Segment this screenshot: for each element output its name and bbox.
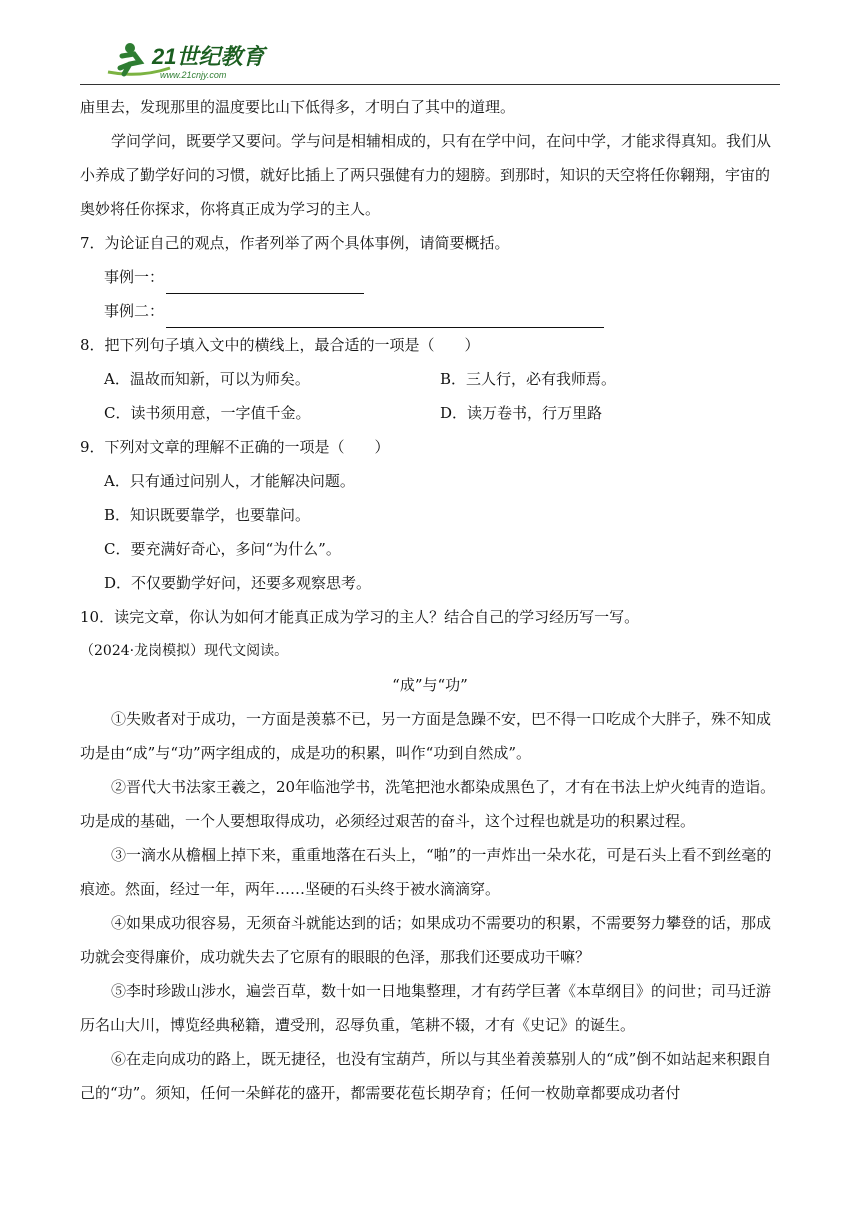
passage-paragraph: 学问学问，既要学又要问。学与问是相辅相成的，只有在学中问，在问中学，才能求得真知。我们从小养成了勤学好问的习惯，就好比插上了两只强健有力的翅膀。到那时，知识的天空将任你翱翔，宇宙的奥妙将任你探求，你将真正成为学习的主人。: [80, 132, 772, 218]
logo-text: 21世纪教育: [152, 44, 265, 69]
article-paragraph-3: ③一滴水从檐椢上掉下来，重重地落在石头上，“啪”的一声炸出一朵水花，可是石头上看不到丝毫的痕迹。然面，经过一年，两年……坚硬的石头终于被水滴滴穿。: [80, 846, 772, 898]
option-d[interactable]: D．不仅要勤学好问，还要多观察思考。: [104, 574, 372, 592]
option-a[interactable]: A．只有通过问别人，才能解决问题。: [104, 472, 355, 490]
section-source: （2024·龙岗模拟）现代文阅读。: [80, 643, 289, 659]
question-9-stem: 9．下列对文章的理解不正确的一项是（ ）: [80, 438, 390, 456]
answer-label-1: 事例一：: [104, 268, 165, 286]
option-a[interactable]: A．温故而知新，可以为师矣。: [104, 370, 310, 388]
passage-paragraph: 庙里去，发现那里的温度要比山下低得多，才明白了其中的道理。: [80, 98, 516, 116]
question-8-stem: 8．把下列句子填入文中的横线上，最合适的一项是（ ）: [80, 336, 480, 354]
article-title: “成”与“功”: [392, 676, 468, 694]
article-paragraph-2: ②晋代大书法家王羲之，20年临池学书，洗笔把池水都染成黑色了，才有在书法上炉火纯青的造诣。功是成的基础，一个人要想取得成功，必须经过艰苦的奋斗，这个过程也就是功的积累过程。: [80, 778, 776, 830]
option-d[interactable]: D．读万卷书，行万里路: [440, 404, 603, 422]
article-paragraph-4: ④如果成功很容易，无须奋斗就能达到的话；如果成功不需要功的积累，不需要努力攀登的话，那成功就会变得廉价，成功就失去了它原有的眼眼的色泽，那我们还要成功干嘛？: [80, 914, 772, 966]
article-paragraph-6: ⑥在走向成功的路上，既无捷径，也没有宝葫芦，所以与其坐着羡慕别人的“成”倒不如站起来积跟自己的“功”。须知，任何一朵鲜花的盛开，都需要花苞长期孕育；任何一枚勋章都要成功者付: [80, 1050, 772, 1102]
article-paragraph-1: ①失败者对于成功，一方面是羡慕不已，另一方面是急躁不安，巴不得一口吃成个大胖子，殊不知成功是由“成”与“功”两字组成的，成是功的积累，叫作“功到自然成”。: [80, 710, 772, 762]
document-body: [80, 90, 780, 1110]
question-8-options-row: [80, 396, 780, 430]
answer-blank-2[interactable]: [166, 305, 604, 328]
logo-graphic: [100, 38, 280, 86]
answer-blank-1[interactable]: [166, 271, 364, 294]
option-b[interactable]: B．知识既要靠学，也要靠问。: [104, 506, 311, 524]
option-c[interactable]: C．读书须用意，一字值千金。: [104, 404, 311, 422]
header-rule: [80, 84, 780, 85]
article-paragraph-5: ⑤李时珍跋山涉水，遍尝百草，数十如一日地集整理，才有药学巨著《本草纲目》的问世；司马迁游历名山大川，博览经典秘籍，遭受刑，忍辱负重，笔耕不辍，才有《史记》的诞生。: [80, 982, 772, 1034]
logo-url: www.21cnjy.com: [160, 70, 227, 80]
question-7-stem: 7．为论证自己的观点，作者列举了两个具体事例，请简要概括。: [80, 234, 510, 252]
option-b[interactable]: B．三人行，必有我师焉。: [440, 370, 617, 388]
question-8-options-row: [80, 362, 780, 396]
answer-label-2: 事例二：: [104, 302, 165, 320]
answer-line-1: [80, 260, 780, 294]
answer-line-2: [80, 294, 780, 328]
site-logo: [100, 38, 280, 86]
question-10-stem: 10．读完文章，你认为如何才能真正成为学习的主人？结合自己的学习经历写一写。: [80, 608, 640, 626]
option-c[interactable]: C．要充满好奇心，多问“为什么”。: [104, 540, 341, 558]
